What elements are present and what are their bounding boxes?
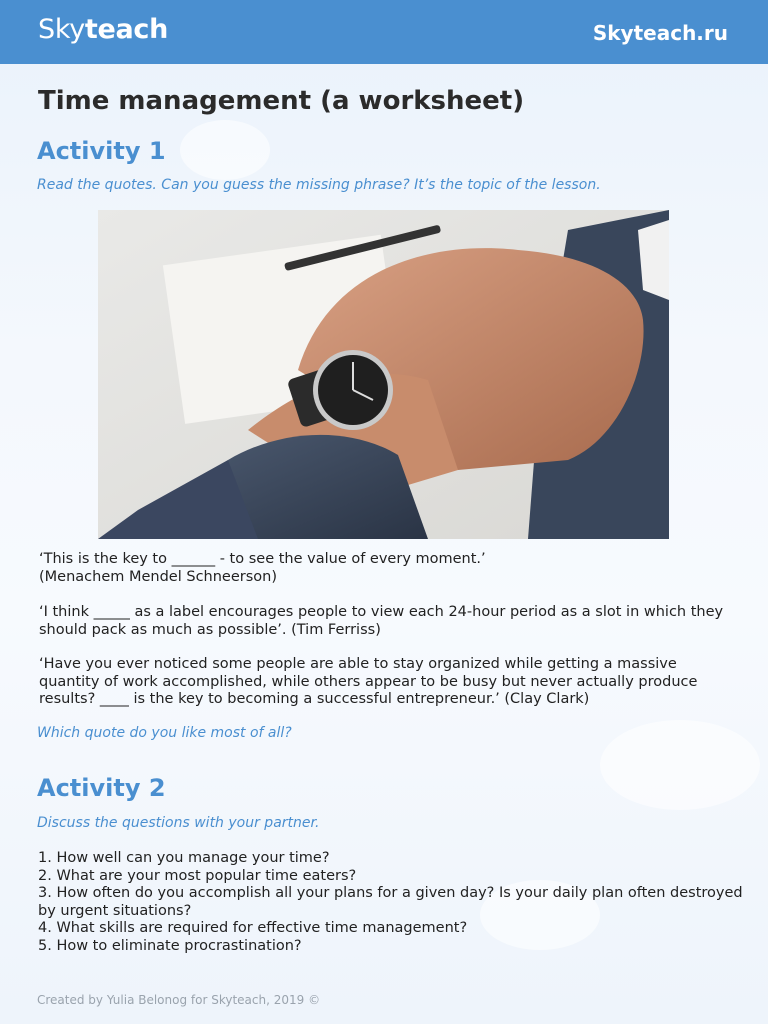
footer-credit: Created by Yulia Belonog for Skyteach, 2019 © xyxy=(37,993,321,1007)
list-item: 4. What skills are required for effective time management? xyxy=(38,920,468,936)
hand-with-wristwatch-illustration xyxy=(98,210,669,539)
logo-light-text: Sky xyxy=(38,14,85,45)
activity-2-heading: Activity 2 xyxy=(37,774,166,802)
logo-bold-text: teach xyxy=(84,14,169,45)
background-cloud xyxy=(180,120,270,180)
quote-2: ‘I think _____ as a label encourages people to view each 24-hour period as a slot in which they should pack as much as possible’. (Tim Ferriss) xyxy=(39,604,724,638)
list-item: 2. What are your most popular time eaters? xyxy=(38,867,357,884)
site-link[interactable]: Skyteach.ru xyxy=(592,21,728,45)
background-cloud xyxy=(600,720,760,810)
list-item: 3. How often do you accomplish all your plans for a given day? Is your daily plan often destroyed by urgent situations? xyxy=(38,885,743,919)
activity-1-heading: Activity 1 xyxy=(37,137,166,165)
page-title: Time management (a worksheet) xyxy=(38,86,525,116)
activity-2-instruction: Discuss the questions with your partner. xyxy=(37,815,320,831)
list-item: 5. How to eliminate procrastination? xyxy=(38,937,302,954)
list-item: 1. How well can you manage your time? xyxy=(38,850,330,866)
site-header xyxy=(0,0,768,64)
quote-1 xyxy=(39,551,739,586)
quote-3: ‘Have you ever noticed some people are able to stay organized while getting a massive quantity of work accomplished, while others appear to be busy but never actually produce results? ____ is the key to becoming a successful entrepreneur.’ (Clay Clark) xyxy=(39,656,698,707)
skyteach-logo[interactable] xyxy=(38,14,168,45)
activity-1-instruction: Read the quotes. Can you guess the missing phrase? It’s the topic of the lesson. xyxy=(37,177,601,193)
quote-1-text: ‘This is the key to ______ - to see the value of every moment.’ (Menachem Mendel Schneerson) xyxy=(39,551,486,585)
activity-1-question: Which quote do you like most of all? xyxy=(37,725,292,741)
discussion-questions-list xyxy=(38,850,748,955)
watch-photo xyxy=(98,210,669,539)
